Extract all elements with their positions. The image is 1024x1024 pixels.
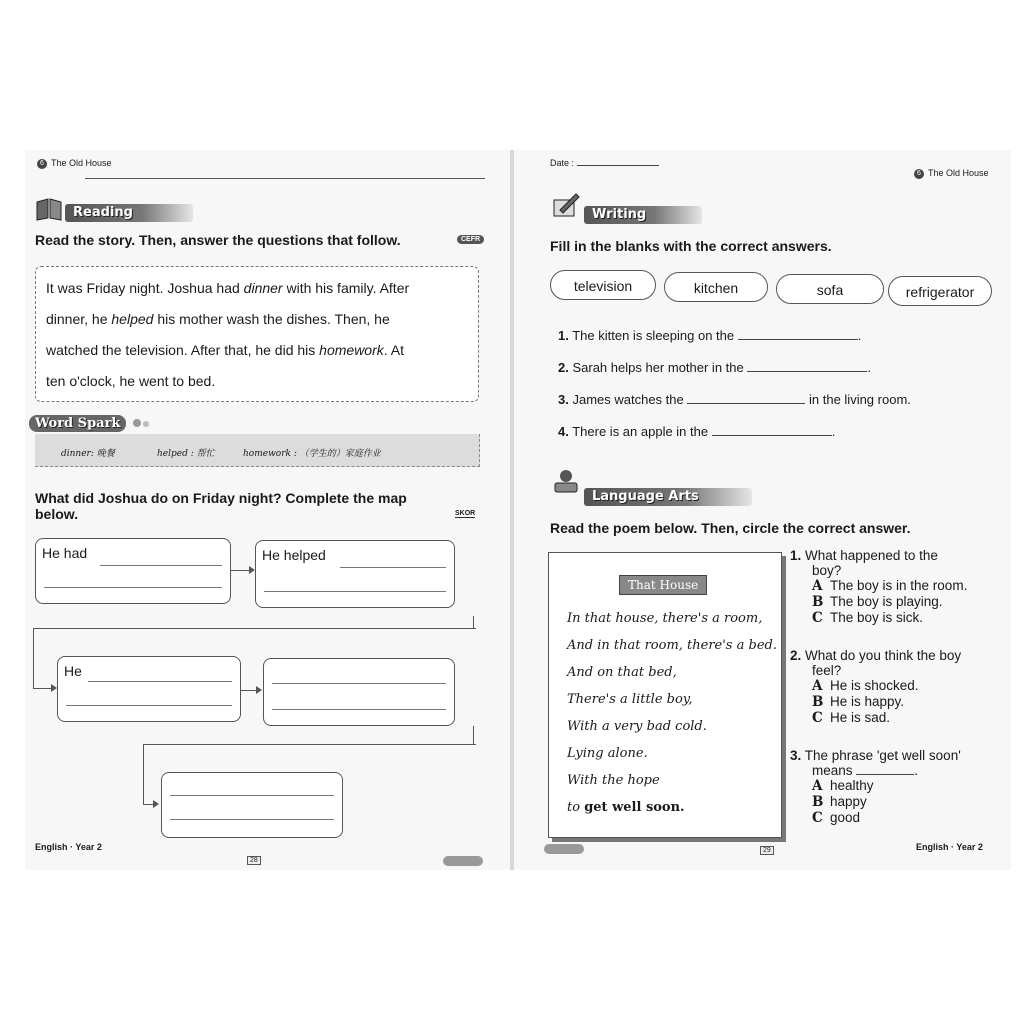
answer-blank[interactable] (747, 371, 867, 372)
unit-number-badge: 6 (37, 159, 47, 169)
reading-banner: Reading (65, 204, 193, 222)
pencil-writing-icon (552, 192, 580, 218)
child-reading-icon (552, 468, 580, 494)
mc-question-3: 3. The phrase 'get well soon' means . A healthy B happy C good (790, 748, 990, 826)
story-box (35, 266, 479, 402)
poem-line: With a very bad cold. (567, 719, 707, 734)
poem-line: With the hope (567, 773, 660, 788)
poem-line: Lying alone. (567, 746, 648, 761)
answer-blank[interactable] (738, 339, 858, 340)
footer-subject: English · Year 2 (916, 842, 983, 852)
unit-title: The Old House (928, 168, 989, 178)
poem-title: That House (619, 575, 707, 595)
blank-question-3: 3. James watches the in the living room. (558, 392, 911, 407)
mc-option[interactable]: C He is sad. (812, 710, 891, 726)
mc-option[interactable]: B The boy is playing. (812, 594, 943, 610)
map-box-he[interactable]: He (57, 656, 241, 722)
word-bank-pill: refrigerator (888, 276, 992, 306)
mc-option[interactable]: C good (812, 810, 861, 826)
mc-question-2: 2. What do you think the boy feel? A He is shocked. B He is happy. C He is sad. (790, 648, 990, 726)
word-bank-pill: kitchen (664, 272, 768, 302)
poem-instruction: Read the poem below. Then, circle the correct answer. (550, 520, 911, 536)
story-line-1: It was Friday night. Joshua had dinner with his family. After (46, 280, 410, 296)
poem-line: In that house, there's a room, (567, 611, 763, 626)
mc-option[interactable]: B He is happy. (812, 694, 905, 710)
left-page (25, 150, 510, 870)
unit-header (914, 168, 989, 179)
story-line-2: dinner, he helped his mother wash the dishes. Then, he (46, 311, 390, 327)
skor-badge: SKOR (455, 510, 476, 517)
mc-option[interactable]: B happy (812, 794, 867, 810)
blank-question-1: 1. The kitten is sleeping on the . (558, 328, 862, 343)
publisher-logo (443, 856, 483, 866)
right-page (514, 150, 1011, 870)
story-line-3: watched the television. After that, he did his homework. At (46, 342, 404, 358)
writing-banner: Writing (584, 206, 702, 224)
answer-blank[interactable] (712, 435, 832, 436)
mc-option[interactable]: A The boy is in the room. (812, 578, 968, 594)
page-number: 28 (247, 856, 261, 865)
answer-blank[interactable] (856, 774, 914, 775)
map-instruction: What did Joshua do on Friday night? Complete the map below. SKOR (35, 490, 476, 522)
language-arts-banner: Language Arts (584, 488, 752, 506)
word-spark-entry: homework : （学生的）家庭作业 (243, 449, 381, 459)
poem-line: There's a little boy, (567, 692, 693, 707)
word-spark-entry: helped : 帮忙 (157, 449, 215, 459)
poem-line: And on that bed, (567, 665, 677, 680)
word-spark-entry: dinner: 晚餐 (61, 449, 115, 459)
mc-option[interactable]: A healthy (812, 778, 874, 794)
map-box-had[interactable]: He had (35, 538, 231, 604)
word-bank-pill: television (550, 270, 656, 300)
word-bank-pill: sofa (776, 274, 884, 304)
unit-number-badge: 6 (914, 169, 924, 179)
unit-header (37, 158, 112, 169)
map-box-4[interactable] (263, 658, 455, 726)
footer-subject: English · Year 2 (35, 842, 102, 852)
publisher-logo (544, 844, 584, 854)
poem-line: And in that room, there's a bed. (567, 638, 777, 653)
book-icon (35, 196, 63, 222)
cefr-badge: CEFR (457, 235, 484, 244)
fill-instruction: Fill in the blanks with the correct answers. (550, 238, 832, 254)
date-field[interactable]: Date : (550, 158, 659, 168)
story-line-4: ten o'clock, he went to bed. (46, 373, 216, 389)
story-instruction: Read the story. Then, answer the questions that follow. CEFR (35, 232, 401, 248)
map-box-helped[interactable]: He helped (255, 540, 455, 608)
answer-blank[interactable] (687, 403, 805, 404)
mc-question-1: 1. What happened to the boy? A The boy is in the room. B The boy is playing. C The boy is sick. (790, 548, 990, 626)
map-box-5[interactable] (161, 772, 343, 838)
poem-line-last: to get well soon. (567, 800, 685, 815)
mc-option[interactable]: A He is shocked. (812, 678, 919, 694)
unit-title: The Old House (51, 158, 112, 168)
poem-box (548, 552, 782, 838)
page-number: 29 (760, 846, 774, 855)
blank-question-2: 2. Sarah helps her mother in the . (558, 360, 871, 375)
word-spark-title: Word Spark (29, 414, 149, 432)
mc-option[interactable]: C The boy is sick. (812, 610, 924, 626)
blank-question-4: 4. There is an apple in the . (558, 424, 836, 439)
word-spark-box (35, 434, 480, 467)
